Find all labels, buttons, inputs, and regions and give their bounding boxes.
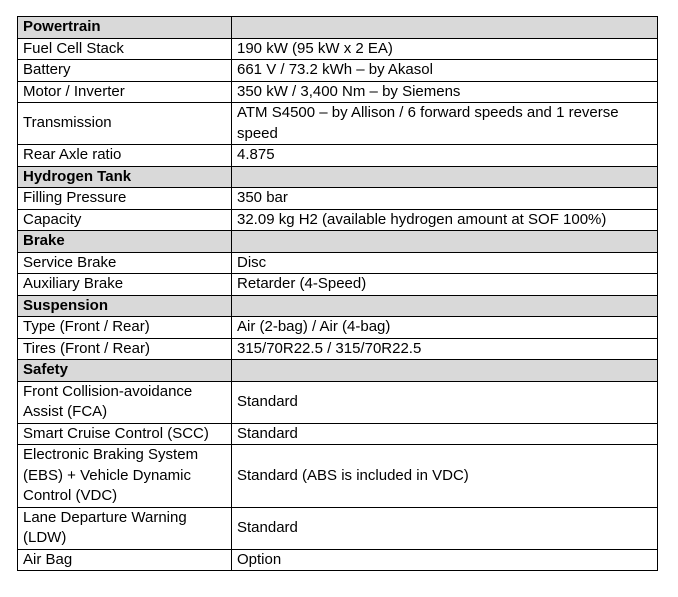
spec-label: Transmission bbox=[18, 103, 232, 145]
table-row bbox=[18, 549, 658, 571]
table-row bbox=[18, 317, 658, 339]
spec-table-body bbox=[18, 17, 658, 571]
section-header-empty-cell bbox=[232, 295, 658, 317]
table-row bbox=[18, 274, 658, 296]
spec-value: Standard bbox=[232, 381, 658, 423]
section-header-empty-cell bbox=[232, 360, 658, 382]
spec-label: Battery bbox=[18, 60, 232, 82]
section-title: Brake bbox=[18, 231, 232, 253]
table-row bbox=[18, 423, 658, 445]
table-row bbox=[18, 38, 658, 60]
spec-label: Motor / Inverter bbox=[18, 81, 232, 103]
section-title: Hydrogen Tank bbox=[18, 166, 232, 188]
spec-value: Disc bbox=[232, 252, 658, 274]
spec-label: Capacity bbox=[18, 209, 232, 231]
table-row bbox=[18, 145, 658, 167]
table-row bbox=[18, 60, 658, 82]
spec-label: Rear Axle ratio bbox=[18, 145, 232, 167]
table-row bbox=[18, 338, 658, 360]
spec-value: 350 bar bbox=[232, 188, 658, 210]
section-title: Safety bbox=[18, 360, 232, 382]
section-title: Powertrain bbox=[18, 17, 232, 39]
spec-value: Retarder (4-Speed) bbox=[232, 274, 658, 296]
spec-value: Standard bbox=[232, 507, 658, 549]
spec-label: Fuel Cell Stack bbox=[18, 38, 232, 60]
spec-value: Option bbox=[232, 549, 658, 571]
table-row bbox=[18, 209, 658, 231]
spec-label: Front Collision-avoidance Assist (FCA) bbox=[18, 381, 232, 423]
section-title: Suspension bbox=[18, 295, 232, 317]
spec-label: Tires (Front / Rear) bbox=[18, 338, 232, 360]
spec-label: Smart Cruise Control (SCC) bbox=[18, 423, 232, 445]
spec-value: Standard (ABS is included in VDC) bbox=[232, 445, 658, 508]
section-header-row bbox=[18, 295, 658, 317]
section-header-row bbox=[18, 231, 658, 253]
section-header-row bbox=[18, 17, 658, 39]
spec-value: 350 kW / 3,400 Nm – by Siemens bbox=[232, 81, 658, 103]
spec-label: Service Brake bbox=[18, 252, 232, 274]
table-row bbox=[18, 188, 658, 210]
table-row bbox=[18, 507, 658, 549]
spec-value: 4.875 bbox=[232, 145, 658, 167]
spec-value: 315/70R22.5 / 315/70R22.5 bbox=[232, 338, 658, 360]
section-header-empty-cell bbox=[232, 231, 658, 253]
spec-label: Air Bag bbox=[18, 549, 232, 571]
table-row bbox=[18, 252, 658, 274]
spec-label: Auxiliary Brake bbox=[18, 274, 232, 296]
spec-table bbox=[17, 16, 658, 571]
table-row bbox=[18, 381, 658, 423]
section-header-row bbox=[18, 360, 658, 382]
spec-value: 661 V / 73.2 kWh – by Akasol bbox=[232, 60, 658, 82]
spec-value: ATM S4500 – by Allison / 6 forward speeds and 1 reverse speed bbox=[232, 103, 658, 145]
spec-label: Lane Departure Warning (LDW) bbox=[18, 507, 232, 549]
spec-value: 190 kW (95 kW x 2 EA) bbox=[232, 38, 658, 60]
table-row bbox=[18, 445, 658, 508]
spec-value: Standard bbox=[232, 423, 658, 445]
spec-label: Filling Pressure bbox=[18, 188, 232, 210]
section-header-empty-cell bbox=[232, 17, 658, 39]
spec-label: Type (Front / Rear) bbox=[18, 317, 232, 339]
section-header-row bbox=[18, 166, 658, 188]
table-row bbox=[18, 103, 658, 145]
section-header-empty-cell bbox=[232, 166, 658, 188]
spec-label: Electronic Braking System (EBS) + Vehicle Dynamic Control (VDC) bbox=[18, 445, 232, 508]
spec-value: 32.09 kg H2 (available hydrogen amount at SOF 100%) bbox=[232, 209, 658, 231]
spec-value: Air (2-bag) / Air (4-bag) bbox=[232, 317, 658, 339]
table-row bbox=[18, 81, 658, 103]
